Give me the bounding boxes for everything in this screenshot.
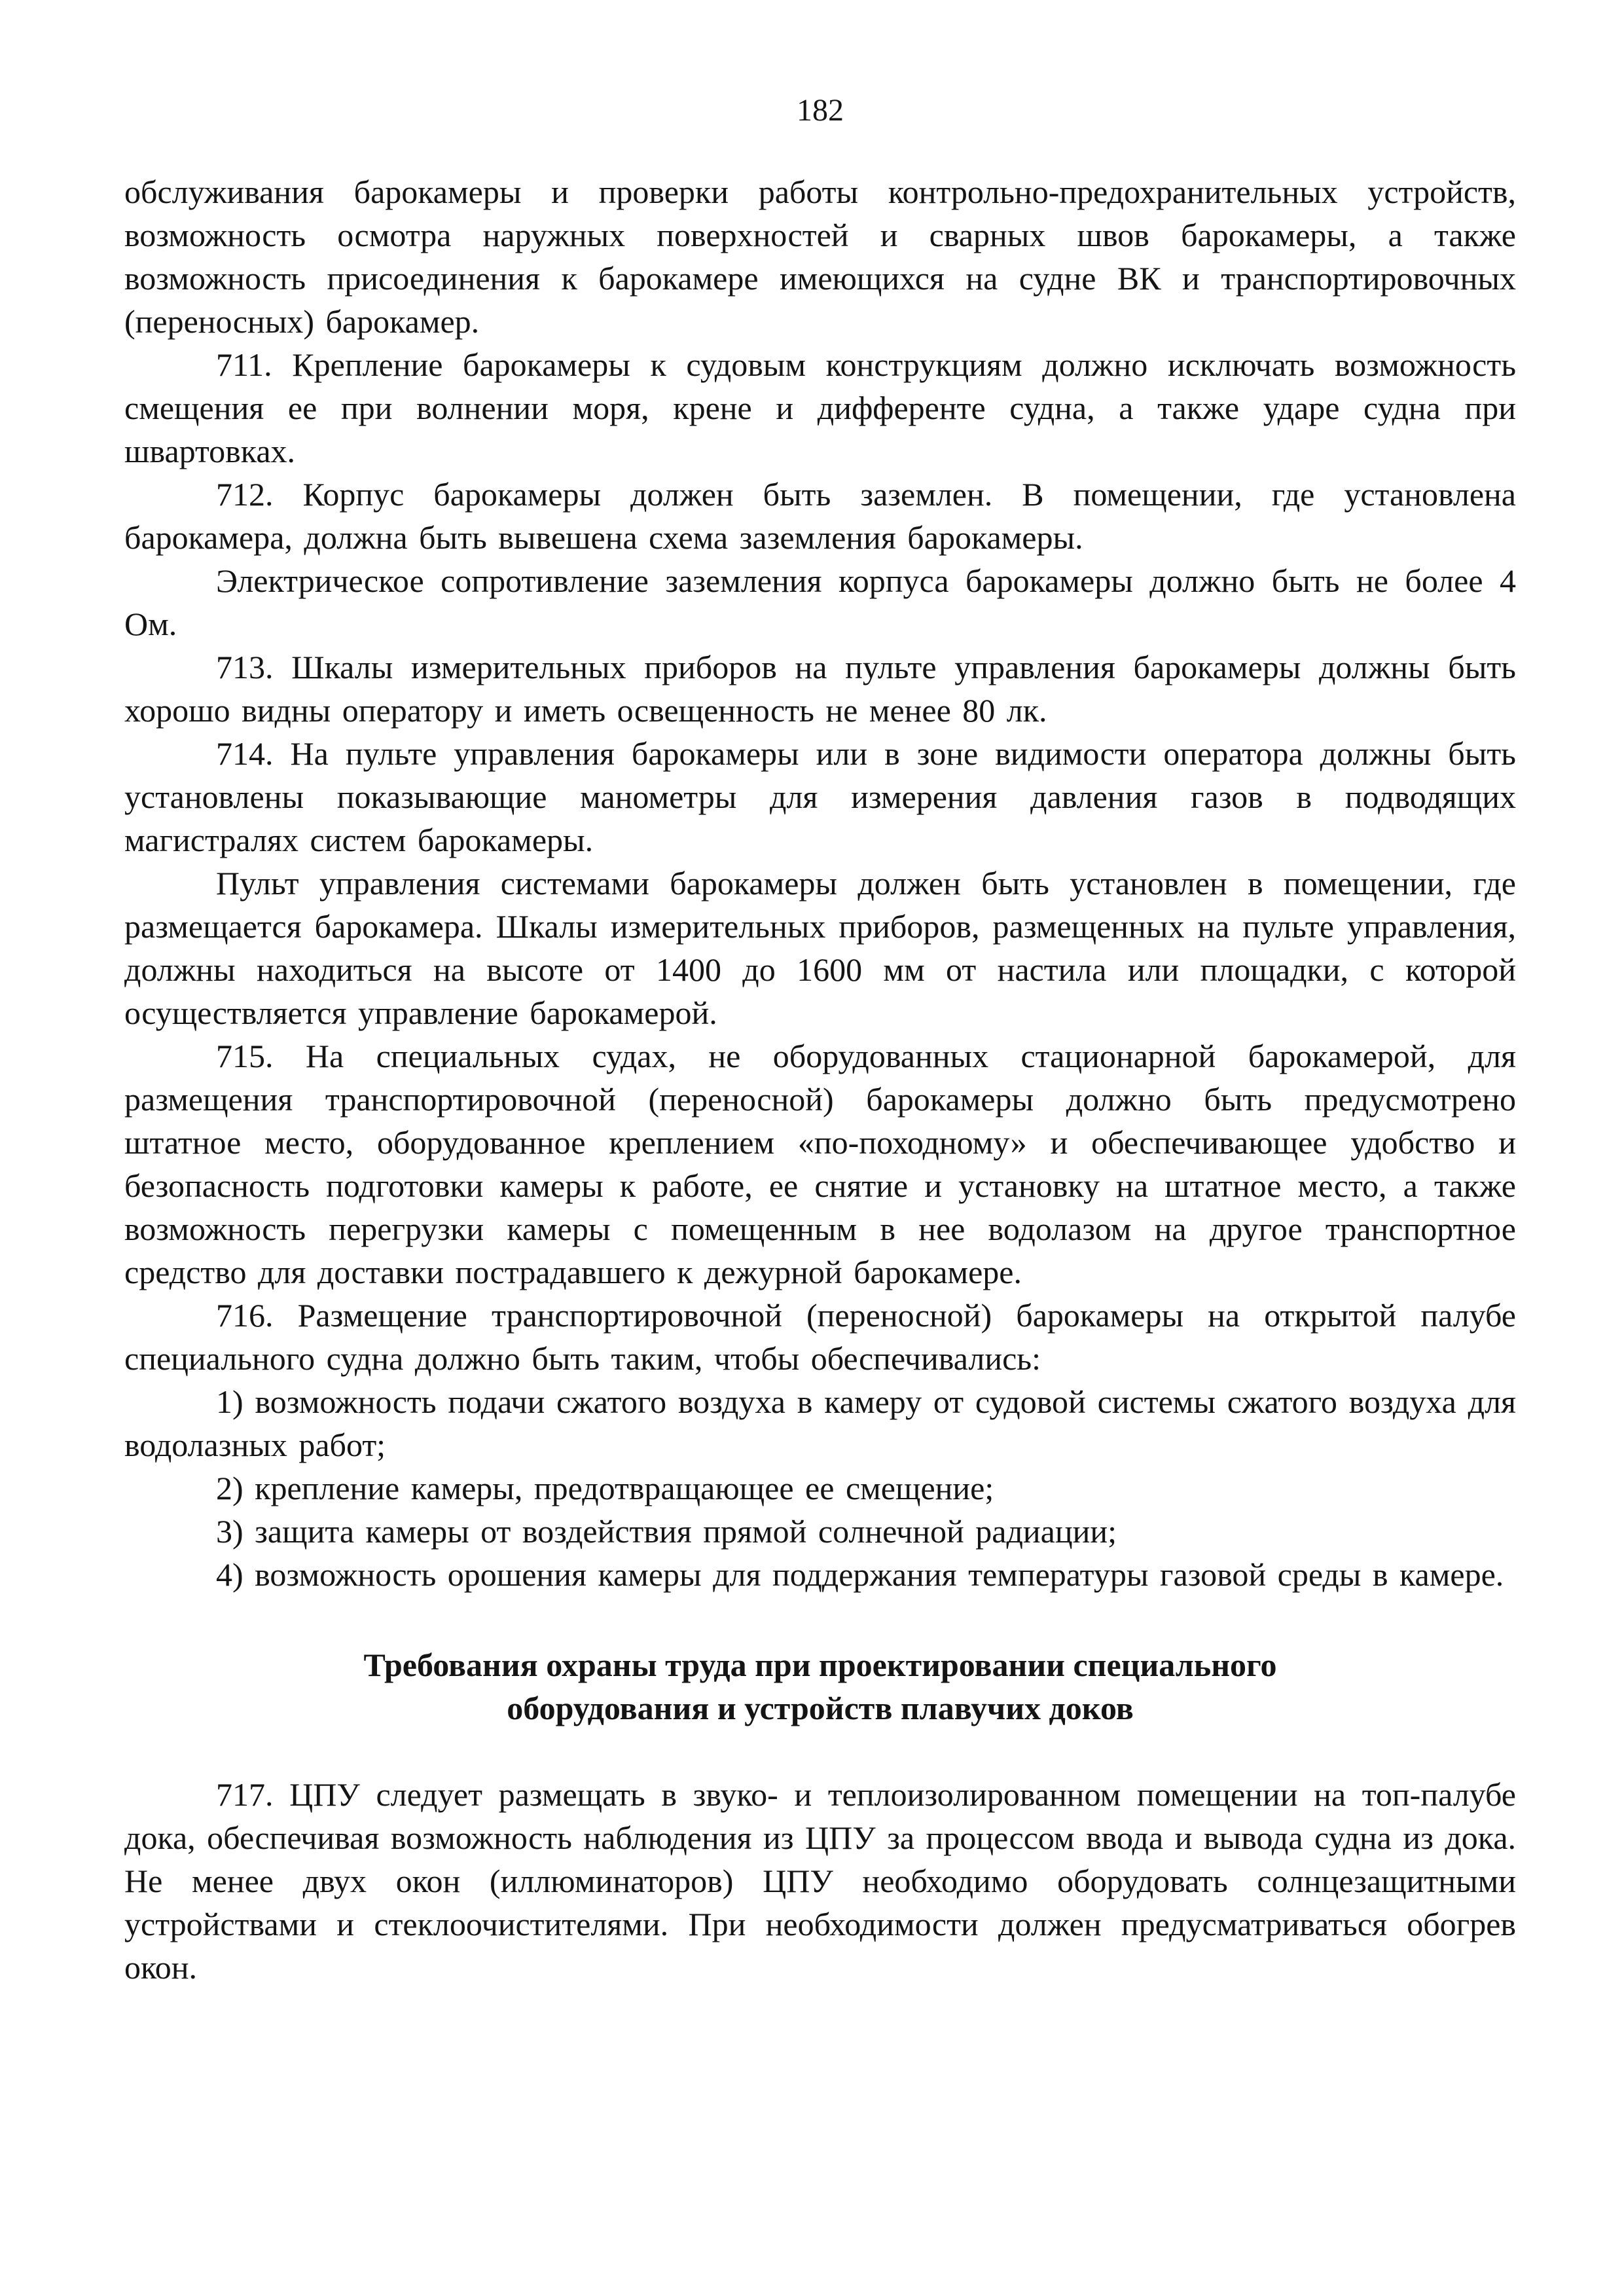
paragraph-714-note: Пульт управления системами барокамеры должен быть установлен в помещении, где размещается барокамера. Шкалы измерительных приборов, размещенных на пульте управления, должны находиться на высоте от 1400 до 1600 мм от настила или площадки, с которой осуществляется управление барокамерой. [124, 864, 1516, 1031]
page-number: 182 [797, 93, 844, 128]
paragraph-713: 713. Шкалы измерительных приборов на пульте управления барокамеры должны быть хорошо видны оператору и иметь освещенность не менее 80 лк. [124, 648, 1516, 729]
paragraph-716: 716. Размещение транспортировочной (переносной) барокамеры на открытой палубе специального судна должно быть таким, чтобы обеспечивались: [124, 1296, 1516, 1377]
list-item-4: 4) возможность орошения камеры для поддержания температуры газовой среды в камере. [216, 1556, 1504, 1593]
paragraph-continuation: обслуживания барокамеры и проверки работы контрольно-предохранительных устройств, возможность осмотра наружных поверхностей и сварных швов барокамеры, а также возможность присоединения к барокамере имеющихся на судне ВК и транспортировочных (переносных) барокамер. [124, 173, 1516, 340]
paragraph-714: 714. На пульте управления барокамеры или в зоне видимости оператора должны быть установлены показывающие манометры для измерения давления газов в подводящих магистралях систем барокамеры. [124, 735, 1516, 858]
list-item-1: 1) возможность подачи сжатого воздуха в камеру от судовой системы сжатого воздуха для водолазных работ; [124, 1383, 1516, 1463]
paragraph-712: 712. Корпус барокамеры должен быть заземлен. В помещении, где установлена барокамера, должна быть вывешена схема заземления барокамеры. [124, 475, 1516, 556]
list-item-2: 2) крепление камеры, предотвращающее ее смещение; [216, 1469, 994, 1506]
paragraph-711: 711. Крепление барокамеры к судовым конструкциям должно исключать возможность смещения ее при волнении моря, крене и дифференте судна, а также ударе судна при швартовках. [124, 346, 1516, 469]
section-heading: Требования охраны труда при проектировании специального оборудования и устройств плавучих доков [363, 1646, 1277, 1726]
paragraph-712-note: Электрическое сопротивление заземления корпуса барокамеры должно быть не более 4 Ом. [124, 562, 1516, 642]
paragraph-715: 715. На специальных судах, не оборудованных стационарной барокамерой, для размещения транспортировочной (переносной) барокамеры должно быть предусмотрено штатное место, оборудованное креплением «по-походному» и обеспечивающее удобство и безопасность подготовки камеры к работе, ее снятие и установку на штатное место, а также возможность перегрузки камеры с помещенным в нее водолазом на другое транспортное средство для доставки пострадавшего к дежурной барокамере. [124, 1037, 1516, 1290]
paragraph-717: 717. ЦПУ следует размещать в звуко- и теплоизолированном помещении на топ-палубе дока, обеспечивая возможность наблюдения из ЦПУ за процессом ввода и вывода судна из дока. Не менее двух окон (иллюминаторов) ЦПУ необходимо оборудовать солнцезащитными устройствами и стеклоочистителями. При необходимости должен предусматриваться обогрев окон. [124, 1776, 1517, 1986]
list-item-3: 3) защита камеры от воздействия прямой солнечной радиации; [216, 1512, 1117, 1550]
